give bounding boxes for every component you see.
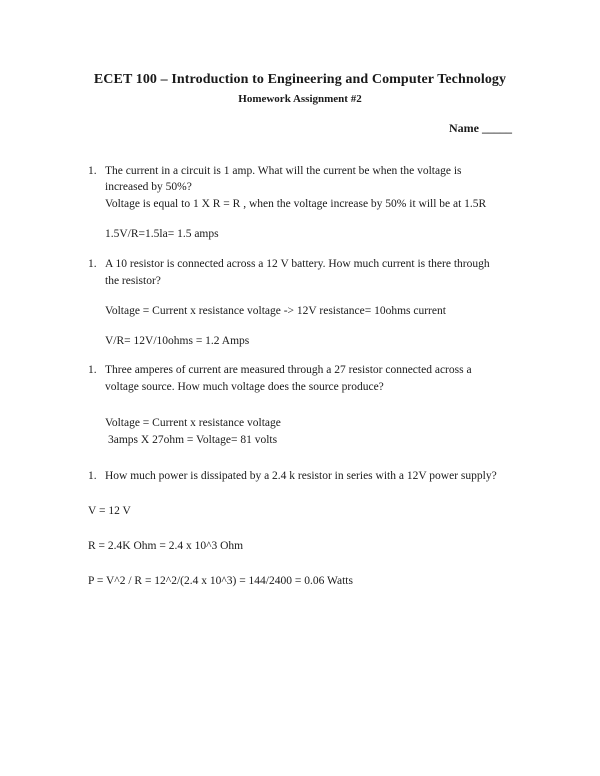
question-text: increased by 50%? bbox=[105, 181, 192, 193]
answer-text: V/R= 12V/10ohms = 1.2 Amps bbox=[105, 335, 250, 347]
answer-text: Voltage = Current x resistance voltage bbox=[105, 417, 281, 429]
document-title: ECET 100 – Introduction to Engineering and Computer Technology bbox=[93, 72, 507, 87]
answer-text: V = 12 V bbox=[88, 505, 131, 517]
answer-text: P = V^2 / R = 12^2/(2.4 x 10^3) = 144/2400 = 0.06 Watts bbox=[88, 575, 353, 587]
question-text: the resistor? bbox=[105, 275, 161, 287]
question-text: A 10 resistor is connected across a 12 V battery. How much current is there through bbox=[105, 258, 490, 270]
answer-text: R = 2.4K Ohm = 2.4 x 10^3 Ohm bbox=[88, 540, 244, 552]
answer-text: Voltage is equal to 1 X R = R , when the voltage increase by 50% it will be at 1.5R bbox=[105, 198, 487, 210]
question-number: 1. bbox=[88, 165, 97, 177]
question-number: 1. bbox=[88, 470, 97, 482]
question-text: Three amperes of current are measured through a 27 resistor connected across a bbox=[105, 364, 472, 376]
answer-text: 1.5V/R=1.5la= 1.5 amps bbox=[105, 228, 219, 240]
question-number: 1. bbox=[88, 364, 97, 376]
question-text: voltage source. How much voltage does the source produce? bbox=[105, 381, 384, 393]
question-text: The current in a circuit is 1 amp. What will the current be when the voltage is bbox=[105, 165, 462, 177]
answer-text: Voltage = Current x resistance voltage -> 12V resistance= 10ohms current bbox=[105, 305, 446, 317]
question-number: 1. bbox=[88, 258, 97, 270]
question-text: How much power is dissipated by a 2.4 k resistor in series with a 12V power supply? bbox=[105, 470, 497, 482]
document-subtitle: Homework Assignment #2 bbox=[238, 93, 362, 105]
name-field: Name _____ bbox=[449, 121, 512, 135]
answer-text: 3amps X 27ohm = Voltage= 81 volts bbox=[108, 434, 278, 446]
